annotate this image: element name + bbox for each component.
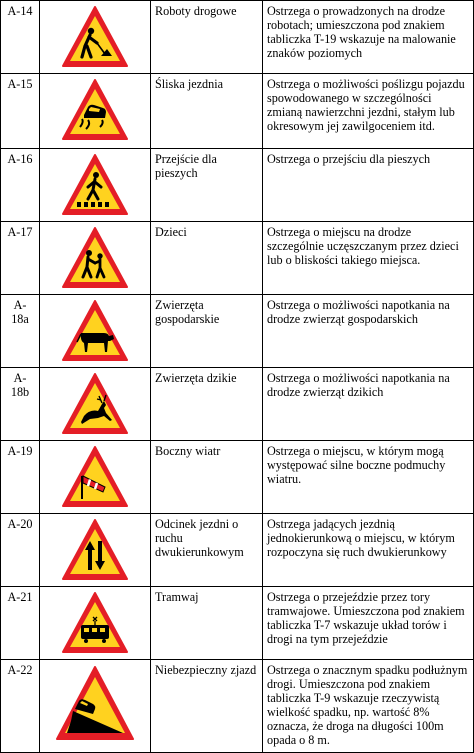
sign-code: A-18b [1,368,40,441]
sign-a20 [44,517,146,583]
sign-name: Odcinek jezdni o ruchu dwukierunkowym [151,514,263,587]
sign-a15 [44,77,146,143]
sign-code: A-14 [1,1,40,74]
sign-image-cell [40,74,151,149]
windsock-icon [60,444,130,510]
road-works-icon [60,4,130,70]
sign-code: A-19 [1,441,40,514]
sign-image-cell [40,149,151,222]
sign-description: Ostrzega o możliwości napotkania na drodze zwierząt dzikich [263,368,474,441]
sign-image-cell [40,1,151,74]
sign-description: Ostrzega o znacznym spadku podłużnym drogi. Umieszczona pod znakiem tabliczka T-9 wskazuje rzeczywistą wielkość spadku, np. wartość 8% oznacza, że droga na długości 100m opada o 8 m. [263,660,474,753]
sign-name: Zwierzęta dzikie [151,368,263,441]
table-row [1,587,474,660]
cow-icon [60,298,130,364]
sign-code: A-18a [1,295,40,368]
sign-a21 [44,590,146,656]
table-row [1,222,474,295]
tram-icon [60,590,130,656]
sign-name: Roboty drogowe [151,1,263,74]
sign-code: A-17 [1,222,40,295]
table-row [1,149,474,222]
sign-name: Niebezpieczny zjazd [151,660,263,753]
table-row [1,368,474,441]
children-icon [60,225,130,291]
sign-image-cell [40,295,151,368]
sign-a18a [44,298,146,364]
sign-description: Ostrzega o miejscu na drodze szczególnie uczęszczanym przez dzieci lub o bliskości takiego miejsca. [263,222,474,295]
sign-image-cell [40,441,151,514]
sign-image-cell [40,514,151,587]
sign-a22 [44,663,146,747]
sign-description: Ostrzega o przejeździe przez tory tramwajowe. Umieszczona pod znakiem tabliczka T-7 wskazuje układ torów i drogi na tym przejeździe [263,587,474,660]
two-way-traffic-icon [60,517,130,583]
pedestrian-crossing-icon [60,152,130,218]
sign-code: A-20 [1,514,40,587]
deer-icon [60,371,130,437]
sign-image-cell [40,587,151,660]
sign-description: Ostrzega o przejściu dla pieszych [263,149,474,222]
sign-code: A-15 [1,74,40,149]
sign-name: Przejście dla pieszych [151,149,263,222]
sign-a18b [44,371,146,437]
table-row [1,514,474,587]
table-row [1,295,474,368]
slippery-road-icon [60,77,130,143]
table-row [1,660,474,753]
sign-name: Zwierzęta gospodarskie [151,295,263,368]
sign-code: A-21 [1,587,40,660]
sign-name: Tramwaj [151,587,263,660]
sign-name: Dzieci [151,222,263,295]
sign-name: Śliska jezdnia [151,74,263,149]
sign-a19 [44,444,146,510]
table-row [1,441,474,514]
sign-image-cell [40,222,151,295]
sign-a16 [44,152,146,218]
sign-image-cell [40,660,151,753]
sign-code: A-16 [1,149,40,222]
sign-description: Ostrzega o możliwości poślizgu pojazdu spowodowanego w szczególności zmianą nawierzchni jezdni, stałym lub okresowym jej zawilgoceniem itd. [263,74,474,149]
sign-a14 [44,4,146,70]
sign-image-cell [40,368,151,441]
sign-description: Ostrzega o miejscu, w którym mogą występować silne boczne podmuchy wiatru. [263,441,474,514]
sign-a17 [44,225,146,291]
sign-description: Ostrzega o możliwości napotkania na drodze zwierząt gospodarskich [263,295,474,368]
sign-code: A-22 [1,660,40,753]
sign-description: Ostrzega jadących jezdnią jednokierunkową o miejscu, w którym rozpoczyna się ruch dwukierunkowy [263,514,474,587]
steep-descent-icon [53,663,137,747]
sign-name: Boczny wiatr [151,441,263,514]
table-row [1,1,474,74]
sign-description: Ostrzega o prowadzonych na drodze robotach; umieszczona pod znakiem tabliczka T-19 wskazuje na malowanie znaków poziomych [263,1,474,74]
table-row [1,74,474,149]
